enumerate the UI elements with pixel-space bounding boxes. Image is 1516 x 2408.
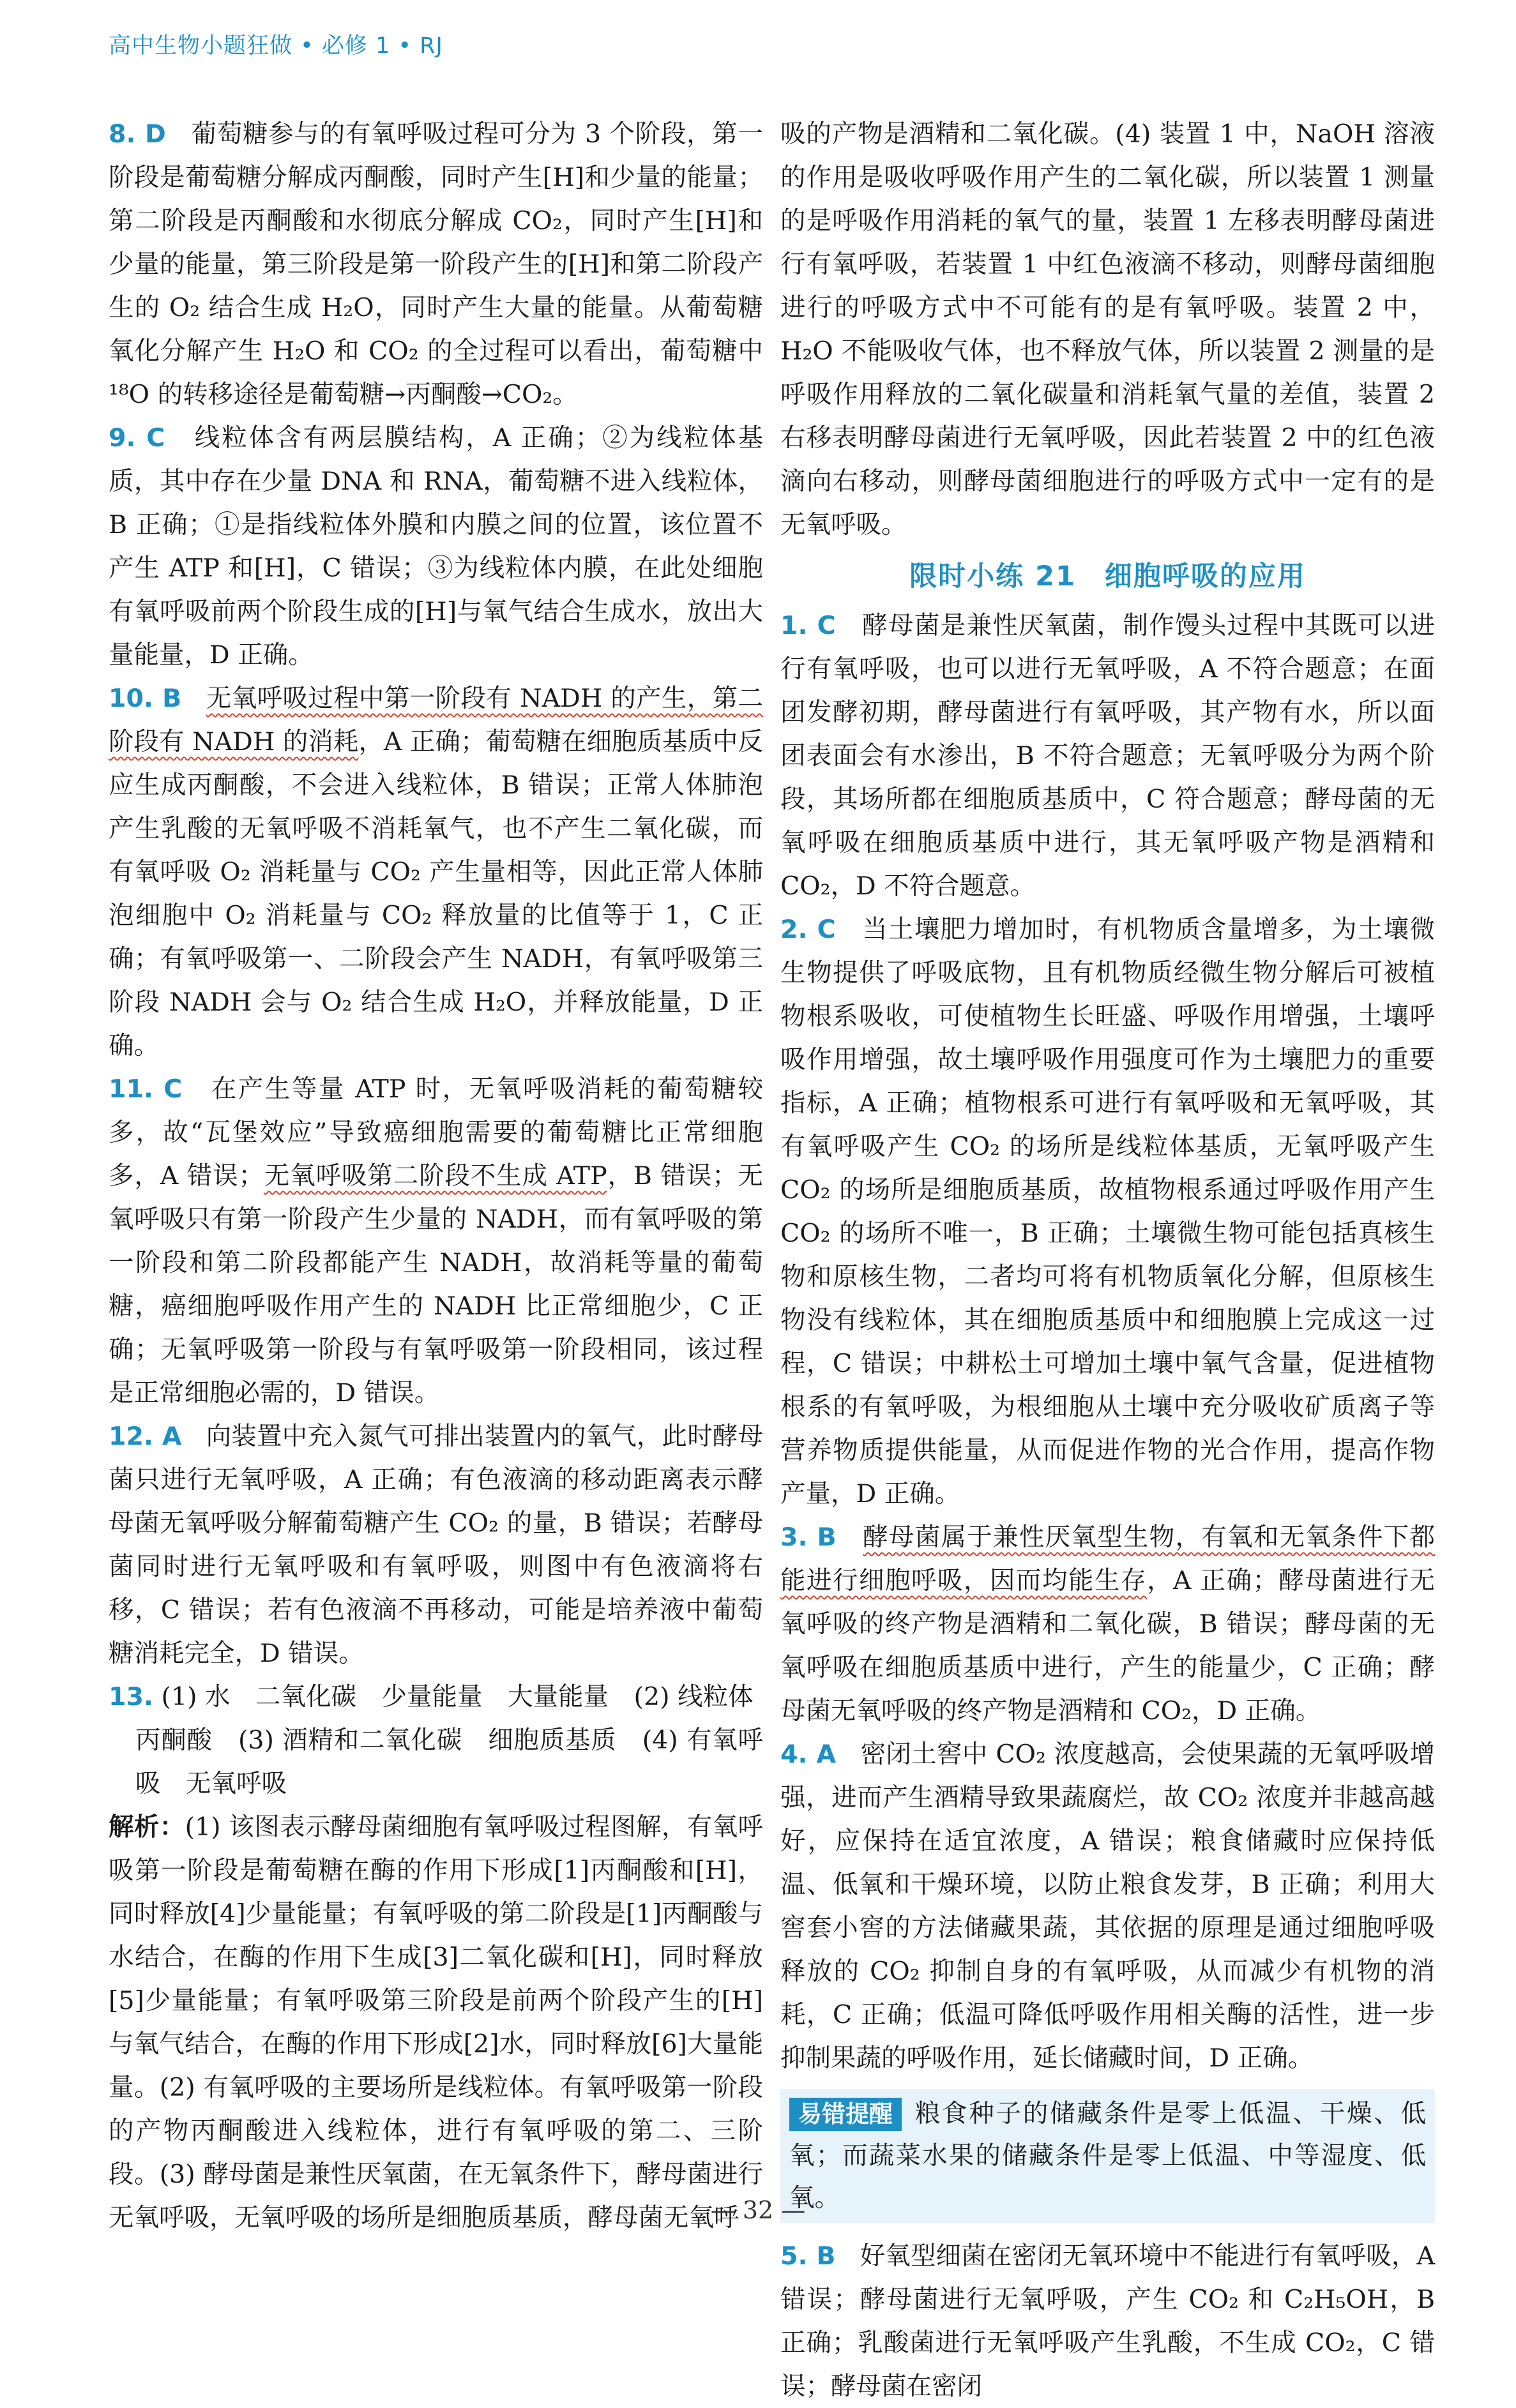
question-number: 8. D — [109, 119, 166, 149]
answer-13 — [109, 1675, 763, 1805]
question-number: 3. B — [780, 1523, 837, 1552]
key-point-underline: 酵母菌属于兼性厌氧型生物，有氧和无氧条件下都能进行细胞呼吸，因而均能生存 — [780, 1523, 1436, 1595]
analysis-label: 解析： — [109, 1812, 185, 1842]
answer-13-line-1: (1) 水 二氧化碳 少量能量 大量能量 (2) 线粒体 — [161, 1682, 754, 1712]
continued-analysis: 吸的产物是酒精和二氧化碳。(4) 装置 1 中，NaOH 溶液的作用是吸收呼吸作用产生的二氧化碳，所以装置 1 测量的是呼吸作用消耗的氧气的量，装置 1 左移表明酵母菌进行有氧呼吸，若装置 1 中红色液滴不移动，则酵母菌细胞进行的呼吸方式中不可能有的是有氧呼吸。装置 2 中，H₂O 不能吸收气体，也不释放气体，所以装置 2 测量的是呼吸作用释放的二氧化碳量和消耗氧气量的差值，装置 2 右移表明酵母菌进行无氧呼吸，因此若装置 2 中的红色液滴向右移动，则酵母菌细胞进行的呼吸方式中一定有的是无氧呼吸。 — [780, 119, 1435, 539]
question-number: 9. C — [109, 423, 165, 453]
answer-text: 在产生等量 ATP 时，无氧呼吸消耗的葡萄糖较多，故“瓦堡效应”导致癌细胞需要的葡萄糖比正常细胞多，A 错误； — [109, 1074, 763, 1191]
answer-text: ，B 错误；无氧呼吸只有第一阶段产生少量的 NADH，而有氧呼吸的第一阶段和第二阶段都能产生 NADH，故消耗等量的葡萄糖，癌细胞呼吸作用产生的 NADH 比正常细胞少，C 正确；无氧呼吸第一阶段与有氧呼吸第一阶段相同，该过程是正常细胞必需的，D 错误。 — [109, 1161, 763, 1408]
answer-text: ，A 正确；酵母菌进行无氧呼吸的终产物是酒精和二氧化碳，B 错误；酵母菌的无氧呼吸在细胞质基质中进行，产生的能量少，C 正确；酵母菌无氧呼吸的终产物是酒精和 CO₂，D 正确。 — [780, 1566, 1435, 1726]
question-number: 4. A — [780, 1740, 837, 1769]
key-point-underline: 无氧呼吸过程中第一阶段有 NADH 的产生，第二阶段有 NADH 的消耗 — [109, 684, 763, 756]
answer-text: 酵母菌是兼性厌氧菌，制作馒头过程中其既可以进行有氧呼吸，也可以进行无氧呼吸，A 不符合题意；在面团发酵初期，酵母菌进行有氧呼吸，其产物有水，所以面团表面会有水渗出，B 不符合题意；无氧呼吸分为两个阶段，其场所都在细胞质基质中，C 符合题意；酵母菌的无氧呼吸在细胞质基质中进行，其无氧呼吸产物是酒精和 CO₂，D 不符合题意。 — [780, 611, 1436, 901]
analysis — [109, 1805, 763, 2239]
answer-10 — [109, 677, 763, 1067]
answer-1 — [780, 604, 1435, 908]
answer-12 — [109, 1415, 763, 1675]
analysis-text: (1) 该图表示酵母菌细胞有氧呼吸过程图解，有氧呼吸第一阶段是葡萄糖在酶的作用下形成[1]丙酮酸和[H]，同时释放[4]少量能量；有氧呼吸的第二阶段是[1]丙酮酸与水结合，在酶的作用下生成[3]二氧化碳和[H]，同时释放[5]少量能量；有氧呼吸第三阶段是前两个阶段产生的[H]与氧气结合，在酶的作用下形成[2]水，同时释放[6]大量能量。(2) 有氧呼吸的主要场所是线粒体。有氧呼吸第一阶段的产物丙酮酸进入线粒体，进行有氧呼吸的第二、三阶段。(3) 酵母菌是兼性厌氧菌，在无氧条件下，酵母菌进行无氧呼吸，无氧呼吸的场所是细胞质基质，酵母菌无氧呼 — [109, 1812, 763, 2232]
question-number: 5. B — [780, 2241, 836, 2271]
answer-text: 好氧型细菌在密闭无氧环境中不能进行有氧呼吸，A 错误；酵母菌进行无氧呼吸，产生 CO₂ 和 C₂H₅OH，B 正确；乳酸菌进行无氧呼吸产生乳酸，不生成 CO₂，C 错误；酵母菌在密闭 — [780, 2241, 1435, 2401]
answer-text: 葡萄糖参与的有氧呼吸过程可分为 3 个阶段，第一阶段是葡萄糖分解成丙酮酸，同时产生[H]和少量的能量；第二阶段是丙酮酸和水彻底分解成 CO₂，同时产生[H]和少量的能量，第三阶段是第一阶段产生的[H]和第二阶段产生的 O₂ 结合生成 H₂O，同时产生大量的能量。从葡萄糖氧化分解产生 H₂O 和 CO₂ 的全过程可以看出，葡萄糖中¹⁸O 的转移途径是葡萄糖→丙酮酸→CO₂。 — [109, 119, 763, 409]
answer-text: ，A 正确；葡萄糖在细胞质基质中反应生成丙酮酸，不会进入线粒体，B 错误；正常人体肺泡产生乳酸的无氧呼吸不消耗氧气，也不产生二氧化碳，而有氧呼吸 O₂ 消耗量与 CO₂ 产生量相等，因此正常人体肺泡细胞中 O₂ 消耗量与 CO₂ 释放量的比值等于 1，C 正确；有氧呼吸第一、二阶段会产生 NADH，有氧呼吸第三阶段 NADH 会与 O₂ 结合生成 H₂O，并释放能量，D 正确。 — [109, 727, 763, 1060]
section-title: 限时小练 21 细胞呼吸的应用 — [909, 561, 1306, 592]
mistake-tip-text: 粮食种子的储藏条件是零上低温、干燥、低氧；而蔬菜水果的储藏条件是零上低温、中等湿度、低氧。 — [789, 2099, 1426, 2213]
answer-text: 向装置中充入氮气可排出装置内的氧气，此时酵母菌只进行无氧呼吸，A 正确；有色液滴的移动距离表示酵母菌无氧呼吸分解葡萄糖产生 CO₂ 的量，B 错误；若酵母菌同时进行无氧呼吸和有氧呼吸，则图中有色液滴将右移，C 错误；若有色液滴不再移动，可能是培养液中葡萄糖消耗完全，D 错误。 — [109, 1422, 764, 1668]
answer-text: 线粒体含有两层膜结构，A 正确；②为线粒体基质，其中存在少量 DNA 和 RNA，葡萄糖不进入线粒体，B 正确；①是指线粒体外膜和内膜之间的位置，该位置不产生 ATP 和[H]，C 错误；③为线粒体内膜，在此处细胞有氧呼吸前两个阶段生成的[H]与氧气结合生成水，放出大量能量，D 正确。 — [109, 423, 763, 670]
answer-8 — [109, 112, 763, 416]
left-column — [109, 112, 763, 2239]
question-number: 13. — [109, 1682, 153, 1712]
question-number: 11. C — [109, 1074, 183, 1104]
question-number: 2. C — [780, 915, 836, 944]
answer-text: 当土壤肥力增加时，有机物质含量增多，为土壤微生物提供了呼吸底物，且有机物质经微生物分解后可被植物根系吸收，可使植物生长旺盛、呼吸作用增强，土壤呼吸作用增强，故土壤呼吸作用强度可作为土壤肥力的重要指标，A 正确；植物根系可进行有氧呼吸和无氧呼吸，其有氧呼吸产生 CO₂ 的场所是线粒体基质，无氧呼吸产生 CO₂ 的场所是细胞质基质，故植物根系通过呼吸作用产生 CO₂ 的场所不唯一，B 正确；土壤微生物可能包括真核生物和原核生物，二者均可将有机物质氧化分解，但原核生物没有线粒体，其在细胞质基质中和细胞膜上完成这一过程，C 错误；中耕松土可增加土壤中氧气含量，促进植物根系的有氧呼吸，为根细胞从土壤中充分吸收矿质离子等营养物质提供能量，从而促进作物的光合作用，提高作物产量，D 正确。 — [780, 915, 1436, 1509]
answer-9 — [109, 416, 763, 677]
page-number: — 32 — — [710, 2196, 806, 2224]
question-number: 10. B — [109, 684, 182, 713]
answer-11 — [109, 1067, 763, 1415]
running-head: 高中生物小题狂做 • 必修 1 • RJ — [109, 33, 443, 59]
answer-5 — [780, 2234, 1435, 2408]
question-number: 1. C — [780, 611, 836, 640]
answer-4 — [780, 1733, 1435, 2080]
answer-13-line-2: 丙酮酸 (3) 酒精和二氧化碳 细胞质基质 (4) 有氧呼吸 无氧呼吸 — [135, 1726, 763, 1798]
right-column — [780, 112, 1435, 2408]
question-number: 12. A — [109, 1422, 182, 1451]
answer-3 — [780, 1516, 1435, 1733]
mistake-tip-label: 易错提醒 — [789, 2098, 902, 2131]
key-point-underline: 无氧呼吸第二阶段不生成 ATP — [263, 1161, 607, 1191]
answer-text: 密闭土窖中 CO₂ 浓度越高，会使果蔬的无氧呼吸增强，进而产生酒精导致果蔬腐烂，故 CO₂ 浓度并非越高越好，应保持在适宜浓度，A 错误；粮食储藏时应保持低温、低氧和干燥环境，以防止粮食发芽，B 正确；利用大窖套小窖的方法储藏果蔬，其依据的原理是通过细胞呼吸释放的 CO₂ 抑制自身的有氧呼吸，从而减少有机物的消耗，C 正确；低温可降低呼吸作用相关酶的活性，进一步抑制果蔬的呼吸作用，延长储藏时间，D 正确。 — [780, 1740, 1436, 2073]
answer-2 — [780, 908, 1435, 1516]
